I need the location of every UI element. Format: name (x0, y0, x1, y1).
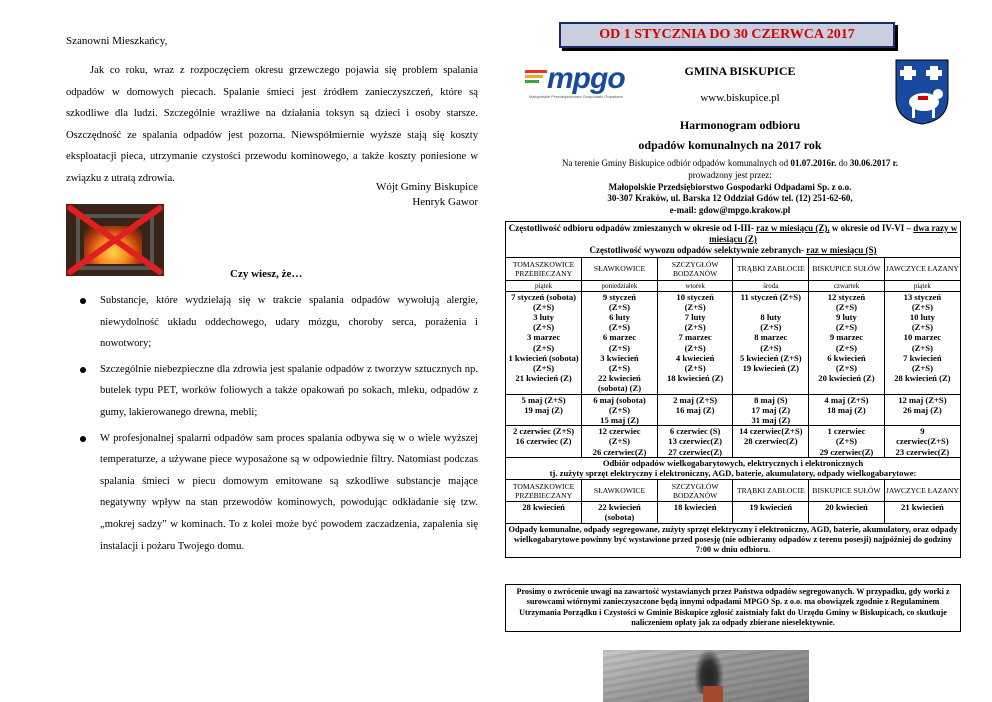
date-cell: 12 maj (Z+S) 26 maj (Z) (884, 394, 960, 426)
date-cell: 14 czerwiec(Z+S) 28 czerwiec(Z) (733, 426, 809, 458)
date-cell: 8 maj (S) 17 maj (Z) 31 maj (Z) (733, 394, 809, 426)
weekday-cell: piątek (506, 280, 582, 291)
town-header-cell: BISKUPICE SUŁÓW (809, 258, 885, 280)
date-cell: 9 styczeń (Z+S) 6 luty (Z+S) 6 marzec (Z+S) 3 kwiecień (Z+S) 22 kwiecień (sobota) (Z) (582, 291, 658, 394)
table-row (506, 426, 960, 458)
weekday-cell: poniedziałek (582, 280, 658, 291)
date-cell: 4 maj (Z+S) 18 maj (Z) (809, 394, 885, 426)
date-cell: 2 maj (Z+S) 16 maj (Z) (657, 394, 733, 426)
table-row (506, 480, 960, 502)
date-cell: 5 maj (Z+S) 19 maj (Z) (506, 394, 582, 426)
schedule-title: odpadów komunalnych na 2017 rok (638, 138, 822, 152)
frequency-header: Częstotliwość odbioru odpadów zmieszanych w okresie od I-III- raz w miesiącu (Z), w okresie od IV-VI – dwa razy w miesiącu (Z) Częstotliwość wywozu odpadów selektywnie zebranych- raz w miesiącu (S) (506, 222, 960, 258)
weekday-cell: czwartek (809, 280, 885, 291)
bulky-date-cell: 28 kwiecień (506, 502, 582, 523)
list-item: Substancje, które wydzielają się w trakcie spalania odpadów wywołują alergie, niewydolność układu oddechowego, udary mózgu, choroby serca, porażenia i nowotwory; (80, 290, 478, 355)
weekday-cell: wtorek (657, 280, 733, 291)
company-email[interactable]: e-mail: gdow@mpgo.krakow.pl (669, 205, 791, 216)
signature-role: Wójt Gminy Biskupice (375, 181, 478, 193)
table-row (506, 291, 960, 394)
table-row (506, 502, 960, 523)
weekday-cell: piątek (884, 280, 960, 291)
town-header-cell: TOMASZKOWICE PRZEBIECZANY (506, 258, 582, 280)
schedule-footer: Odpady komunalne, odpady segregowane, zużyty sprzęt elektryczny i elektroniczny, AGD, baterie, akumulatory, oraz odpady wielkogabarytowe powinny być wystawione przed posesję (nie odbieramy odpadów z terenu posesji) najpóźniej do godziny 7:00 w dniu odbioru. (508, 524, 958, 555)
date-cell: 11 styczeń (Z+S) 8 luty (Z+S) 8 marzec (Z+S) 5 kwiecień (Z+S) 19 kwiecień (Z) (733, 291, 809, 394)
table-row (506, 258, 960, 280)
smoking-chimney-image (603, 650, 809, 702)
date-cell: 2 czerwiec (Z+S) 16 czerwiec (Z) (506, 426, 582, 458)
town-header-cell: TOMASZKOWICE PRZEBIECZANY (506, 480, 582, 502)
town-header-cell: TRĄBKI ZABŁOCIE (733, 480, 809, 502)
date-cell: 10 styczeń (Z+S) 7 luty (Z+S) 7 marzec (Z+S) 4 kwiecień (Z+S) 18 kwiecień (Z) (657, 291, 733, 394)
town-header-cell: SZCZYGŁÓW BODZANÓW (657, 480, 733, 502)
town-header-cell: BISKUPICE SUŁÓW (809, 480, 885, 502)
harmonogram-title: Harmonogram odbioru (679, 118, 801, 132)
logo-bars-icon (525, 70, 547, 84)
crossed-stove-image (66, 204, 164, 276)
bulky-date-cell: 18 kwiecień (657, 502, 733, 523)
company-address: 30-307 Kraków, ul. Barska 12 Oddział Gdów tel. (12) 251-62-60, (607, 193, 853, 204)
date-cell: 13 styczeń (Z+S) 10 luty (Z+S) 10 marzec (Z+S) 7 kwiecień (Z+S) 28 kwiecień (Z) (884, 291, 960, 394)
table-row (506, 394, 960, 426)
gmina-title: GMINA BISKUPICE (684, 64, 796, 78)
period-banner: OD 1 STYCZNIA DO 30 CZERWCA 2017 (559, 22, 895, 48)
mpgo-logo (525, 60, 665, 100)
date-cell: 9 czerwiec(Z+S) 23 czerwiec(Z) (884, 426, 960, 458)
collection-dates-table (506, 258, 960, 458)
bulky-header: Odbiór odpadów wielkogabarytowych, elektrycznych i elektronicznych tj. zużyty sprzęt elektryczny i elektroniczny, AGD, baterie, akumulatory, odpady wielkogabarytowe: (506, 458, 960, 480)
logo-text: mpgo (547, 62, 625, 95)
town-header-cell: SŁAWKOWICE (582, 480, 658, 502)
date-cell: 12 styczeń (Z+S) 9 luty (Z+S) 9 marzec (Z+S) 6 kwiecień (Z+S) 20 kwiecień (Z) (809, 291, 885, 394)
segregation-note: Prosimy o zwrócenie uwagi na zawartość wystawianych przez Państwa odpadów segregowanych. W przypadku, gdy worki z surowcami wtórnymi zanieczyszczone będą innymi odpadami MPGO Sp. z o.o. ma obowiązek zgodnie z Regulaminem Utrzymania Porządku i Czystości w Gminie Biskupice zgłosić zaistniały fakt do Urzędu Gminy w Biskupicach, co skutkuje naliczeniem opłaty jak za odpady zbierane nieselektywnie. (505, 584, 961, 632)
town-header-cell: SZCZYGŁÓW BODZANÓW (657, 258, 733, 280)
bulky-date-cell: 21 kwiecień (884, 502, 960, 523)
town-header-cell: TRĄBKI ZABŁOCIE (733, 258, 809, 280)
facts-list (80, 290, 478, 561)
table-row (506, 280, 960, 291)
operator-info: Na terenie Gminy Biskupice odbiór odpadów komunalnych od 01.07.2016r. do 30.06.2017 r. prowadzony jest przez: Małopolskie Przedsiębiorstwo Gospodarki Odpadami Sp. z o.o. 30-307 Kraków, ul. Barska 12 Oddział Gdów tel. (12) 251-62-60, e-mail: gdow@mpgo.krakow.pl (561, 158, 899, 216)
date-cell: 12 czerwiec (Z+S) 26 czerwiec(Z) (582, 426, 658, 458)
weekday-cell: środa (733, 280, 809, 291)
logo-subtitle: Małopolskie Przedsiębiorstwo Gospodarki Odpadami (529, 94, 623, 99)
list-item: Szczególnie niebezpieczne dla zdrowia jest spalanie odpadów z tworzyw sztucznych np. butelek typu PET, worków foliowych a także opakowań po sokach, mleku, odpadów z gumy, lakierowanego drewna, mebli; (80, 359, 478, 424)
date-cell: 7 styczeń (sobota) (Z+S) 3 luty (Z+S) 3 marzec (Z+S) 1 kwiecień (sobota) (Z+S) 21 kwiecień (Z) (506, 291, 582, 394)
bulky-dates-table (506, 480, 960, 524)
date-cell: 1 czerwiec (Z+S) 29 czerwiec(Z) (809, 426, 885, 458)
greeting: Szanowni Mieszkańcy, (66, 35, 168, 47)
town-header-cell: JAWCZYCE ŁAZANY (884, 258, 960, 280)
town-header-cell: SŁAWKOWICE (582, 258, 658, 280)
date-cell: 6 czerwiec (S) 13 czerwiec(Z) 27 czerwiec(Z) (657, 426, 733, 458)
coat-of-arms-icon (894, 58, 950, 126)
website-link[interactable]: www.biskupice.pl (700, 92, 780, 104)
letter-column (66, 0, 478, 702)
company-name: Małopolskie Przedsiębiorstwo Gospodarki Odpadami Sp. z o.o. (608, 181, 852, 192)
bulky-date-cell: 19 kwiecień (733, 502, 809, 523)
date-cell: 6 maj (sobota) (Z+S) 15 maj (Z) (582, 394, 658, 426)
facts-title: Czy wiesz, że… (230, 268, 303, 280)
list-item: W profesjonalnej spalarni odpadów sam proces spalania odbywa się w o wiele wyższej temperaturze, a używane piece wyposażone są w odpowiednie filtry. Natomiast podczas spalania śmieci w piecu domowym emitowane są szkodliwe substancje mające negatywny wpływ na stan przewodów kominowych, powodując odkładanie się tzw. „mokrej sadzy” w kominach. To z kolei może być powodem zaczadzenia, zapalenia się instalacji i pożaru Twojego domu. (80, 428, 478, 558)
signature-name: Henryk Gawor (412, 196, 478, 208)
red-cross-icon (66, 204, 164, 276)
bulky-date-cell: 22 kwiecień (sobota) (582, 502, 658, 523)
schedule-table (505, 221, 961, 558)
intro-paragraph: Jak co roku, wraz z rozpoczęciem okresu grzewczego pojawia się problem spalania odpadów w domowych piecach. Spalanie śmieci jest źródłem zanieczyszczeń, które są szkodliwe dla ludzi. Szczególnie wrażliwe na działania toksyn są dzieci i osoby starsze. Oszczędność ze spalania odpadów jest pozorna. Niewspółmiernie wyższe stają się koszty eksploatacji pieca, utrzymanie czystości przewodu kominowego, a także koszty poniesione w związku z utratą zdrowia. (66, 65, 478, 184)
bulky-date-cell: 20 kwiecień (809, 502, 885, 523)
town-header-cell: JAWCZYCE ŁAZANY (884, 480, 960, 502)
signature (376, 180, 478, 210)
